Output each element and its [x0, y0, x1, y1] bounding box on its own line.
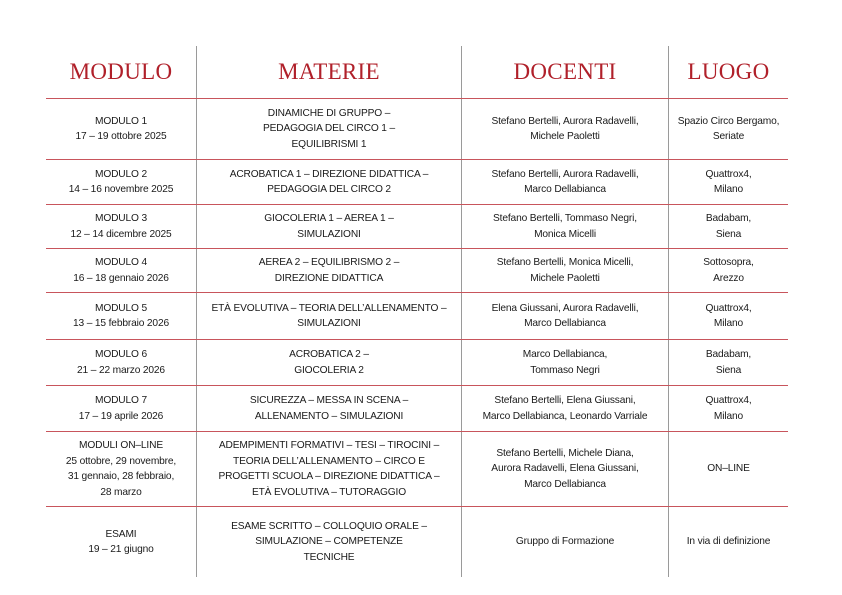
cell-luogo: Badabam, Siena: [705, 213, 752, 240]
cell-docenti: Stefano Bertelli, Elena Giussani, Marco Dellabianca, Leonardo Varriale: [482, 395, 648, 422]
cell-docenti: Stefano Bertelli, Michele Diana, Aurora Radavelli, Elena Giussani, Marco Dellabianca: [491, 447, 639, 490]
header-materie: MATERIE: [278, 59, 380, 84]
cell-materie: ADEMPIMENTI FORMATIVI – TESI – TIROCINI – TEORIA DELL’ALLENAMENTO – CIRCO E PROGETTI SCUOLA – DIREZIONE DIDATTICA – ETÀ EVOLUTIVA – TUTORAGGIO: [218, 440, 440, 498]
cell-modulo: MODULI ON–LINE 25 ottobre, 29 novembre, 31 gennaio, 28 febbraio, 28 marzo: [65, 440, 177, 498]
cell-modulo: MODULO 6 21 – 22 marzo 2026: [77, 349, 165, 376]
header-modulo: MODULO: [69, 59, 173, 84]
cell-modulo: MODULO 5 13 – 15 febbraio 2026: [73, 302, 169, 329]
cell-docenti: Stefano Bertelli, Tommaso Negri, Monica Micelli: [493, 213, 637, 240]
cell-docenti: Stefano Bertelli, Monica Micelli, Michele Paoletti: [496, 257, 634, 284]
cell-luogo: In via di definizione: [686, 536, 771, 548]
cell-luogo: Badabam, Siena: [705, 349, 752, 376]
cell-materie: ESAME SCRITTO – COLLOQUIO ORALE – SIMULAZIONE – COMPETENZE TECNICHE: [231, 520, 427, 563]
cell-luogo: ON–LINE: [707, 463, 750, 475]
cell-modulo: MODULO 7 17 – 19 aprile 2026: [78, 395, 164, 422]
cell-modulo: MODULO 3 12 – 14 dicembre 2025: [70, 213, 172, 240]
cell-materie: GIOCOLERIA 1 – AEREA 1 – SIMULAZIONI: [264, 213, 394, 240]
cell-luogo: Spazio Circo Bergamo, Seriate: [677, 115, 780, 142]
cell-modulo: MODULO 4 16 – 18 gennaio 2026: [73, 257, 169, 284]
header-luogo: LUOGO: [687, 59, 770, 84]
cell-materie: AEREA 2 – EQUILIBRISMO 2 – DIREZIONE DIDATTICA: [258, 257, 400, 284]
cell-materie: ETÀ EVOLUTIVA – TEORIA DELL’ALLENAMENTO – SIMULAZIONI: [211, 302, 447, 329]
cell-luogo: Quattrox4, Milano: [705, 168, 752, 195]
cell-materie: SICUREZZA – MESSA IN SCENA – ALLENAMENTO – SIMULAZIONI: [249, 395, 409, 422]
cell-materie: ACROBATICA 2 – GIOCOLERIA 2: [289, 349, 369, 376]
cell-materie: DINAMICHE DI GRUPPO – PEDAGOGIA DEL CIRCO 1 – EQUILIBRISMI 1: [262, 107, 396, 150]
cell-docenti: Marco Dellabianca, Tommaso Negri: [522, 349, 608, 376]
schedule-table: [46, 46, 788, 577]
cell-modulo: MODULO 1 17 – 19 ottobre 2025: [75, 115, 167, 142]
cell-docenti: Stefano Bertelli, Aurora Radavelli, Michele Paoletti: [491, 115, 639, 142]
cell-modulo: ESAMI 19 – 21 giugno: [88, 528, 154, 555]
header-docenti: DOCENTI: [513, 59, 617, 84]
cell-luogo: Sottosopra, Arezzo: [703, 257, 754, 284]
cell-luogo: Quattrox4, Milano: [705, 302, 752, 329]
cell-modulo: MODULO 2 14 – 16 novembre 2025: [68, 168, 174, 195]
cell-docenti: Stefano Bertelli, Aurora Radavelli, Marco Dellabianca: [491, 168, 639, 195]
cell-docenti: Gruppo di Formazione: [515, 536, 615, 548]
cell-luogo: Quattrox4, Milano: [705, 395, 752, 422]
cell-materie: ACROBATICA 1 – DIREZIONE DIDATTICA – PEDAGOGIA DEL CIRCO 2: [229, 168, 429, 195]
cell-docenti: Elena Giussani, Aurora Radavelli, Marco Dellabianca: [491, 302, 639, 329]
